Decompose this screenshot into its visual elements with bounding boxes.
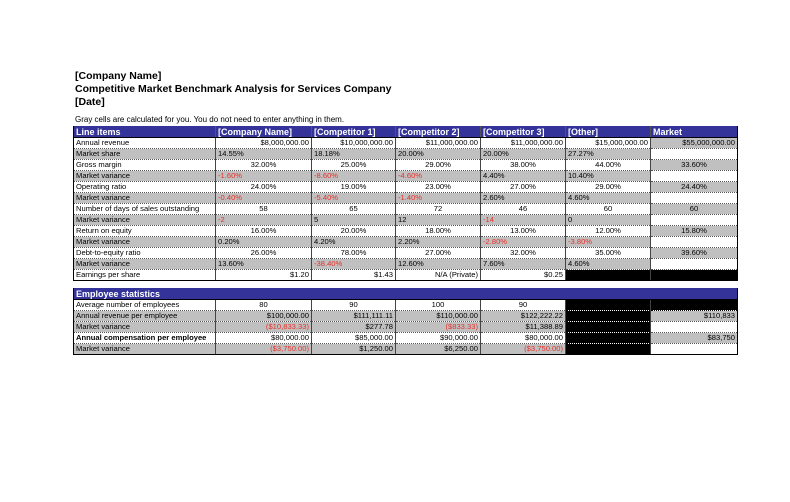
calc-cell: ($3,750.00)	[216, 344, 312, 355]
calc-cell: 4.20%	[312, 237, 396, 248]
market-cell	[651, 149, 738, 160]
cell[interactable]: 58	[216, 204, 312, 215]
table-row	[74, 248, 738, 259]
cell[interactable]: $15,000,000.00	[566, 138, 651, 149]
cell[interactable]: 44.00%	[566, 160, 651, 171]
calc-cell: ($10,833.33)	[216, 322, 312, 333]
table-row	[74, 226, 738, 237]
header-other[interactable]: [Other]	[566, 126, 651, 138]
calc-cell: 12	[396, 215, 481, 226]
blocked-cell	[566, 300, 651, 311]
calc-cell: 7.60%	[481, 259, 566, 270]
calc-cell: 18.18%	[312, 149, 396, 160]
report-date[interactable]: [Date]	[75, 96, 105, 108]
market-cell: 15.80%	[651, 226, 738, 237]
market-cell: $55,000,000.00	[651, 138, 738, 149]
cell[interactable]: 12.00%	[566, 226, 651, 237]
cell[interactable]: 32.00%	[216, 160, 312, 171]
row-label: Number of days of sales outstanding	[74, 204, 216, 215]
header-competitor-2[interactable]: [Competitor 2]	[396, 126, 481, 138]
header-competitor-3[interactable]: [Competitor 3]	[481, 126, 566, 138]
title-block	[75, 70, 391, 109]
table-row	[74, 138, 738, 149]
cell[interactable]: 13.00%	[481, 226, 566, 237]
table-row	[74, 204, 738, 215]
market-cell	[651, 193, 738, 204]
table-row	[74, 322, 738, 333]
cell[interactable]: N/A (Private)	[396, 270, 481, 281]
market-cell	[651, 237, 738, 248]
market-cell: $110,833	[651, 311, 738, 322]
row-label: Annual revenue per employee	[74, 311, 216, 322]
cell[interactable]: 25.00%	[312, 160, 396, 171]
row-label: Debt-to-equity ratio	[74, 248, 216, 259]
table-row	[74, 270, 738, 281]
market-cell	[651, 322, 738, 333]
cell[interactable]: 78.00%	[312, 248, 396, 259]
blocked-cell	[566, 322, 651, 333]
cell[interactable]: 46	[481, 204, 566, 215]
calc-cell: $6,250.00	[396, 344, 481, 355]
header-market: Market	[651, 126, 738, 138]
calc-cell: -0.40%	[216, 193, 312, 204]
row-label: Return on equity	[74, 226, 216, 237]
calc-cell: 20.00%	[396, 149, 481, 160]
calc-cell: $110,000.00	[396, 311, 481, 322]
cell[interactable]: 23.00%	[396, 182, 481, 193]
calc-cell: $277.78	[312, 322, 396, 333]
header-company[interactable]: [Company Name]	[216, 126, 312, 138]
market-cell	[651, 259, 738, 270]
employee-statistics-table	[73, 288, 738, 355]
cell[interactable]: 72	[396, 204, 481, 215]
calc-cell: $111,111.11	[312, 311, 396, 322]
cell[interactable]: 24.00%	[216, 182, 312, 193]
instruction-note: Gray cells are calculated for you. You do not need to enter anything in them.	[75, 115, 345, 124]
cell[interactable]: 90	[481, 300, 566, 311]
cell[interactable]: $1.20	[216, 270, 312, 281]
market-cell	[651, 171, 738, 182]
cell[interactable]: 35.00%	[566, 248, 651, 259]
cell[interactable]: 18.00%	[396, 226, 481, 237]
calc-cell: $11,388.89	[481, 322, 566, 333]
cell[interactable]: 80	[216, 300, 312, 311]
calc-cell: -1.40%	[396, 193, 481, 204]
row-label: Annual revenue	[74, 138, 216, 149]
table-row	[74, 215, 738, 226]
table-row	[74, 193, 738, 204]
cell[interactable]: $80,000.00	[481, 333, 566, 344]
cell[interactable]: 29.00%	[566, 182, 651, 193]
market-cell: 60	[651, 204, 738, 215]
calc-cell: -14	[481, 215, 566, 226]
cell[interactable]: 100	[396, 300, 481, 311]
calc-cell: -5.40%	[312, 193, 396, 204]
cell[interactable]: $8,000,000.00	[216, 138, 312, 149]
row-label: Average number of employees	[74, 300, 216, 311]
cell[interactable]: 27.00%	[396, 248, 481, 259]
calc-cell: 20.00%	[481, 149, 566, 160]
row-label: Market variance	[74, 171, 216, 182]
cell[interactable]: 27.00%	[481, 182, 566, 193]
cell[interactable]: $85,000.00	[312, 333, 396, 344]
calc-cell: -2.80%	[481, 237, 566, 248]
calc-cell: 14.55%	[216, 149, 312, 160]
row-label: Market variance	[74, 193, 216, 204]
calc-cell: 0.20%	[216, 237, 312, 248]
blocked-cell	[566, 344, 651, 355]
row-label: Annual compensation per employee	[74, 333, 216, 344]
row-label: Gross margin	[74, 160, 216, 171]
cell[interactable]: $0.25	[481, 270, 566, 281]
blocked-cell	[651, 300, 738, 311]
calc-cell: $100,000.00	[216, 311, 312, 322]
header-line-items: Line items	[74, 126, 216, 138]
cell[interactable]: $80,000.00	[216, 333, 312, 344]
row-label: Market variance	[74, 237, 216, 248]
calc-cell: 4.40%	[481, 171, 566, 182]
calc-cell: -38.40%	[312, 259, 396, 270]
calc-cell: $122,222.22	[481, 311, 566, 322]
calc-cell: 4.60%	[566, 259, 651, 270]
market-cell: 33.60%	[651, 160, 738, 171]
calc-cell: 10.40%	[566, 171, 651, 182]
table-row	[74, 300, 738, 311]
row-label: Market share	[74, 149, 216, 160]
table-row	[74, 311, 738, 322]
market-cell: 24.40%	[651, 182, 738, 193]
calc-cell: 2.60%	[481, 193, 566, 204]
benchmark-table	[73, 126, 738, 281]
calc-cell: 0	[566, 215, 651, 226]
table-header-row	[74, 126, 738, 138]
cell[interactable]: 32.00%	[481, 248, 566, 259]
row-label: Earnings per share	[74, 270, 216, 281]
calc-cell: 4.60%	[566, 193, 651, 204]
blocked-cell	[651, 270, 738, 281]
calc-cell: 2.20%	[396, 237, 481, 248]
calc-cell: 5	[312, 215, 396, 226]
table-row	[74, 182, 738, 193]
cell[interactable]: 20.00%	[312, 226, 396, 237]
employee-stats-header: Employee statistics	[74, 288, 738, 300]
blocked-cell	[566, 311, 651, 322]
market-cell: $83,750	[651, 333, 738, 344]
calc-cell: 27.27%	[566, 149, 651, 160]
table-row	[74, 160, 738, 171]
calc-cell: -3.80%	[566, 237, 651, 248]
cell[interactable]: 29.00%	[396, 160, 481, 171]
employee-header-row	[74, 288, 738, 300]
cell[interactable]: 26.00%	[216, 248, 312, 259]
table-row	[74, 333, 738, 344]
calc-cell: ($3,750.00)	[481, 344, 566, 355]
table-row	[74, 171, 738, 182]
company-name-title[interactable]: [Company Name]	[75, 70, 162, 82]
calc-cell: -1.60%	[216, 171, 312, 182]
cell[interactable]: 19.00%	[312, 182, 396, 193]
row-label: Market variance	[74, 259, 216, 270]
cell[interactable]: 65	[312, 204, 396, 215]
market-cell: 39.60%	[651, 248, 738, 259]
market-cell	[651, 215, 738, 226]
row-label: Market variance	[74, 215, 216, 226]
calc-cell: ($833.33)	[396, 322, 481, 333]
calc-cell: -8.60%	[312, 171, 396, 182]
cell[interactable]: $90,000.00	[396, 333, 481, 344]
cell[interactable]: $11,000,000.00	[481, 138, 566, 149]
calc-cell: -2	[216, 215, 312, 226]
cell[interactable]: $10,000,000.00	[312, 138, 396, 149]
header-competitor-1[interactable]: [Competitor 1]	[312, 126, 396, 138]
row-label: Operating ratio	[74, 182, 216, 193]
blocked-cell	[566, 270, 651, 281]
cell[interactable]: 90	[312, 300, 396, 311]
table-row	[74, 344, 738, 355]
cell[interactable]: $11,000,000.00	[396, 138, 481, 149]
blocked-cell	[566, 333, 651, 344]
table-row	[74, 237, 738, 248]
calc-cell: 13.60%	[216, 259, 312, 270]
cell[interactable]: 16.00%	[216, 226, 312, 237]
report-heading: Competitive Market Benchmark Analysis for Services Company	[75, 83, 392, 95]
cell[interactable]: 60	[566, 204, 651, 215]
calc-cell: 12.60%	[396, 259, 481, 270]
calc-cell: -4.60%	[396, 171, 481, 182]
table-row	[74, 259, 738, 270]
row-label: Market variance	[74, 322, 216, 333]
table-row	[74, 149, 738, 160]
cell[interactable]: 38.00%	[481, 160, 566, 171]
row-label: Market variance	[74, 344, 216, 355]
calc-cell: $1,250.00	[312, 344, 396, 355]
cell[interactable]: $1.43	[312, 270, 396, 281]
market-cell	[651, 344, 738, 355]
